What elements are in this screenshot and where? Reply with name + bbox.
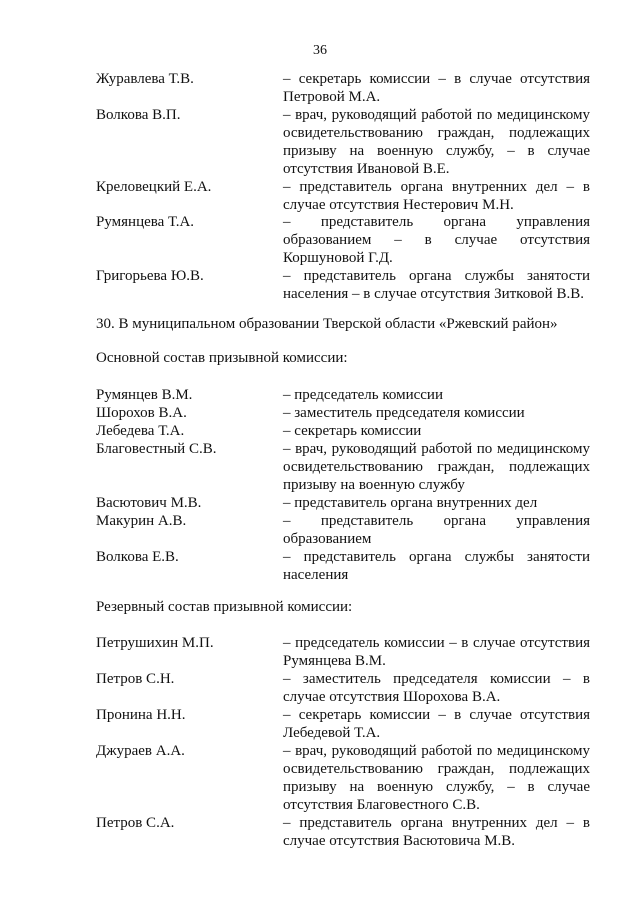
member-name: Пронина Н.Н.: [96, 707, 186, 723]
main-composition-title: Основной состав призывной комиссии:: [96, 350, 348, 366]
member-role: – представитель органа службы занятости населения – в случае отсутствия Зитковой В.В.: [283, 268, 590, 302]
member-name: Джураев А.А.: [96, 743, 185, 759]
member-name: Благовестный С.В.: [96, 441, 217, 457]
member-name: Петров С.А.: [96, 815, 175, 831]
member-name: Волкова Е.В.: [96, 549, 179, 565]
member-name: Григорьева Ю.В.: [96, 268, 204, 284]
member-role: – представитель органа службы занятости населения: [283, 549, 590, 583]
member-role: – председатель комиссии – в случае отсутствия Румянцева В.М.: [283, 635, 590, 669]
member-name: Петрушихин М.П.: [96, 635, 214, 651]
member-name: Макурин А.В.: [96, 513, 187, 529]
member-name: Лебедева Т.А.: [96, 423, 185, 439]
member-role: – секретарь комиссии – в случае отсутствия Лебедевой Т.А.: [283, 707, 590, 741]
member-role: – врач, руководящий работой по медицинскому освидетельствованию граждан, подлежащих призыву на военную службу, – в случае отсутствия Ивановой В.Е.: [283, 107, 590, 177]
member-name: Васютович М.В.: [96, 495, 202, 511]
member-name: Креловецкий Е.А.: [96, 179, 212, 195]
member-role: – врач, руководящий работой по медицинскому освидетельствованию граждан, подлежащих призыву на военную службу, – в случае отсутствия Благовестного С.В.: [283, 743, 590, 813]
member-role: – секретарь комиссии – в случае отсутствия Петровой М.А.: [283, 71, 590, 105]
member-name: Волкова В.П.: [96, 107, 181, 123]
member-role: – врач, руководящий работой по медицинскому освидетельствованию граждан, подлежащих призыву на военную службу: [283, 441, 590, 493]
page-number: 36: [313, 43, 327, 58]
section-title: 30. В муниципальном образовании Тверской области «Ржевский район»: [96, 316, 558, 332]
member-name: Журавлева Т.В.: [96, 71, 194, 87]
member-role: – председатель комиссии: [283, 387, 443, 403]
member-role: – представитель органа внутренних дел: [283, 495, 538, 511]
member-name: Румянцева Т.А.: [96, 214, 195, 230]
member-role: – секретарь комиссии: [283, 423, 422, 439]
member-name: Петров С.Н.: [96, 671, 175, 687]
member-role: – заместитель председателя комиссии: [283, 405, 525, 421]
member-name: Румянцев В.М.: [96, 387, 193, 403]
member-role: – представитель органа внутренних дел – в случае отсутствия Нестерович М.Н.: [283, 179, 590, 213]
member-name: Шорохов В.А.: [96, 405, 187, 421]
member-role: – представитель органа управления образованием: [283, 513, 590, 547]
reserve-composition-title: Резервный состав призывной комиссии:: [96, 599, 353, 615]
member-role: – представитель органа управления образованием – в случае отсутствия Коршуновой Г.Д.: [283, 214, 590, 266]
member-role: – представитель органа внутренних дел – в случае отсутствия Васютовича М.В.: [283, 815, 590, 849]
member-role: – заместитель председателя комиссии – в случае отсутствия Шорохова В.А.: [283, 671, 590, 705]
